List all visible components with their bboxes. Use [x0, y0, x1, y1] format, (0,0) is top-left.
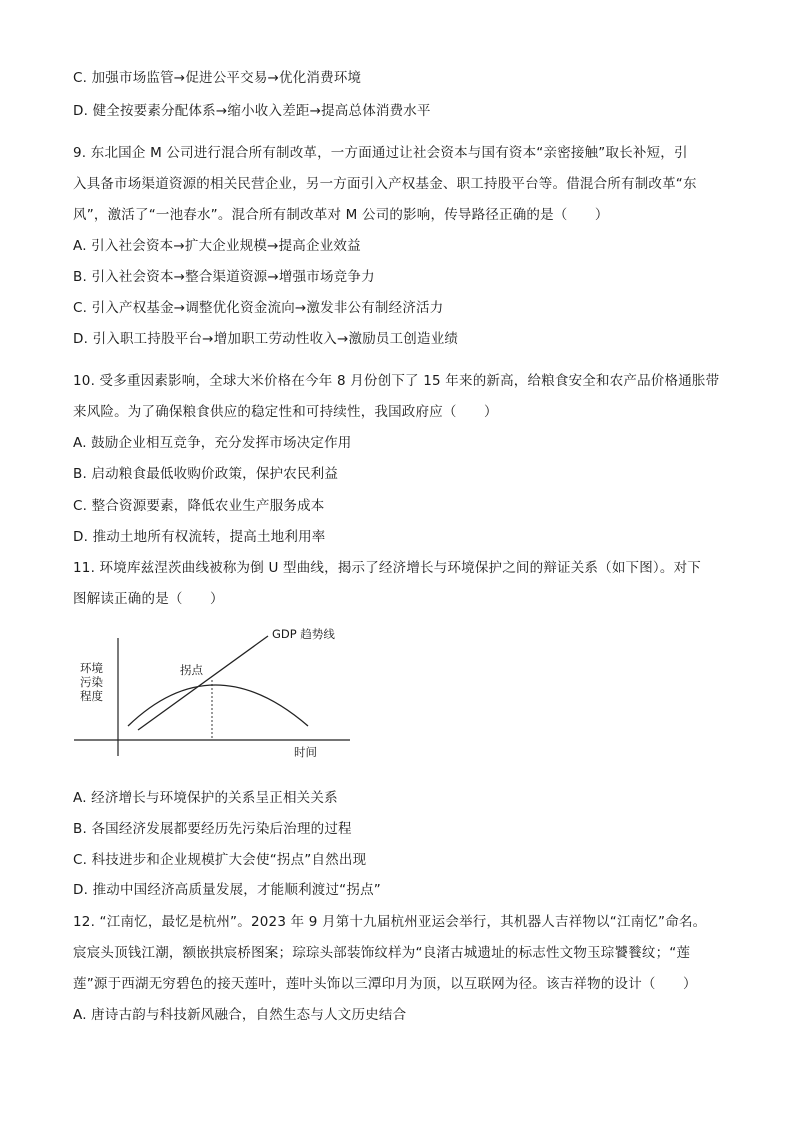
- q10-option-b: B. 启动粮食最低收购价政策，保护农民利益: [73, 466, 339, 482]
- q9-option-d: D. 引入职工持股平台→增加职工劳动性收入→激励员工创造业绩: [73, 331, 459, 347]
- q11-option-c: C. 科技进步和企业规模扩大会使“拐点”自然出现: [73, 852, 367, 868]
- q11-stem-line-1: 11. 环境库兹涅茨曲线被称为倒 U 型曲线，揭示了经济增长与环境保护之间的辩证关系（如下图）。对下: [73, 560, 701, 576]
- q11-option-a: A. 经济增长与环境保护的关系呈正相关关系: [73, 790, 338, 806]
- q9-option-a: A. 引入社会资本→扩大企业规模→提高企业效益: [73, 238, 361, 254]
- q10-stem-line-1: 10. 受多重因素影响，全球大米价格在今年 8 月份创下了 15 年来的新高，给粮食安全和农产品价格通胀带: [73, 373, 720, 389]
- q10-option-d: D. 推动土地所有权流转，提高土地利用率: [73, 529, 326, 545]
- kuznets-curve-figure: [70, 618, 370, 768]
- gdp-trend-line: [138, 636, 268, 730]
- q11-option-d: D. 推动中国经济高质量发展，才能顺利渡过“拐点”: [73, 882, 381, 898]
- q10-option-c: C. 整合资源要素，降低农业生产服务成本: [73, 498, 325, 514]
- q9-option-b: B. 引入社会资本→整合渠道资源→增强市场竞争力: [73, 269, 375, 285]
- y-axis-label-3: 程度: [80, 689, 103, 703]
- q12-stem-line-1: 12. “江南忆，最忆是杭州”。2023 年 9 月第十九届杭州亚运会举行，其机器人吉祥物以“江南忆”命名。: [73, 914, 707, 930]
- q12-stem-line-2: 宸宸头顶钱江潮，额嵌拱宸桥图案；琮琮头部装饰纹样为“良渚古城遗址的标志性文物玉琮饕餮纹；“莲: [73, 945, 691, 961]
- inverted-u-curve: [128, 685, 308, 726]
- q10-stem-line-2: 来风险。为了确保粮食供应的稳定性和可持续性，我国政府应（ ）: [73, 404, 498, 420]
- x-axis-label: 时间: [294, 745, 317, 759]
- y-axis-label-1: 环境: [80, 661, 103, 675]
- q10-option-a: A. 鼓励企业相互竞争，充分发挥市场决定作用: [73, 435, 352, 451]
- q12-stem-line-3: 莲”源于西湖无穷碧色的接天莲叶，莲叶头饰以三潭印月为顶，以互联网为径。该吉祥物的设计（ ）: [73, 976, 697, 992]
- q9-stem-line-3: 风”，激活了“一池春水”。混合所有制改革对 M 公司的影响，传导路径正确的是（ ）: [73, 207, 609, 223]
- q8-option-d: D. 健全按要素分配体系→缩小收入差距→提高总体消费水平: [73, 103, 431, 119]
- q9-stem-line-2: 入具备市场渠道资源的相关民营企业，另一方面引入产权基金、职工持股平台等。借混合所有制改革“东: [73, 176, 697, 192]
- turning-point-label: 拐点: [180, 663, 203, 677]
- q11-stem-line-2: 图解读正确的是（ ）: [73, 591, 224, 607]
- gdp-trend-label: GDP 趋势线: [272, 627, 335, 641]
- q9-option-c: C. 引入产权基金→调整优化资金流向→激发非公有制经济活力: [73, 300, 444, 316]
- q8-option-c: C. 加强市场监管→促进公平交易→优化消费环境: [73, 70, 362, 86]
- q12-option-a: A. 唐诗古韵与科技新风融合，自然生态与人文历史结合: [73, 1007, 407, 1023]
- q11-option-b: B. 各国经济发展都要经历先污染后治理的过程: [73, 821, 352, 837]
- y-axis-label-2: 污染: [80, 675, 103, 689]
- q9-stem-line-1: 9. 东北国企 M 公司进行混合所有制改革，一方面通过让社会资本与国有资本“亲密接触”取长补短，引: [73, 145, 688, 161]
